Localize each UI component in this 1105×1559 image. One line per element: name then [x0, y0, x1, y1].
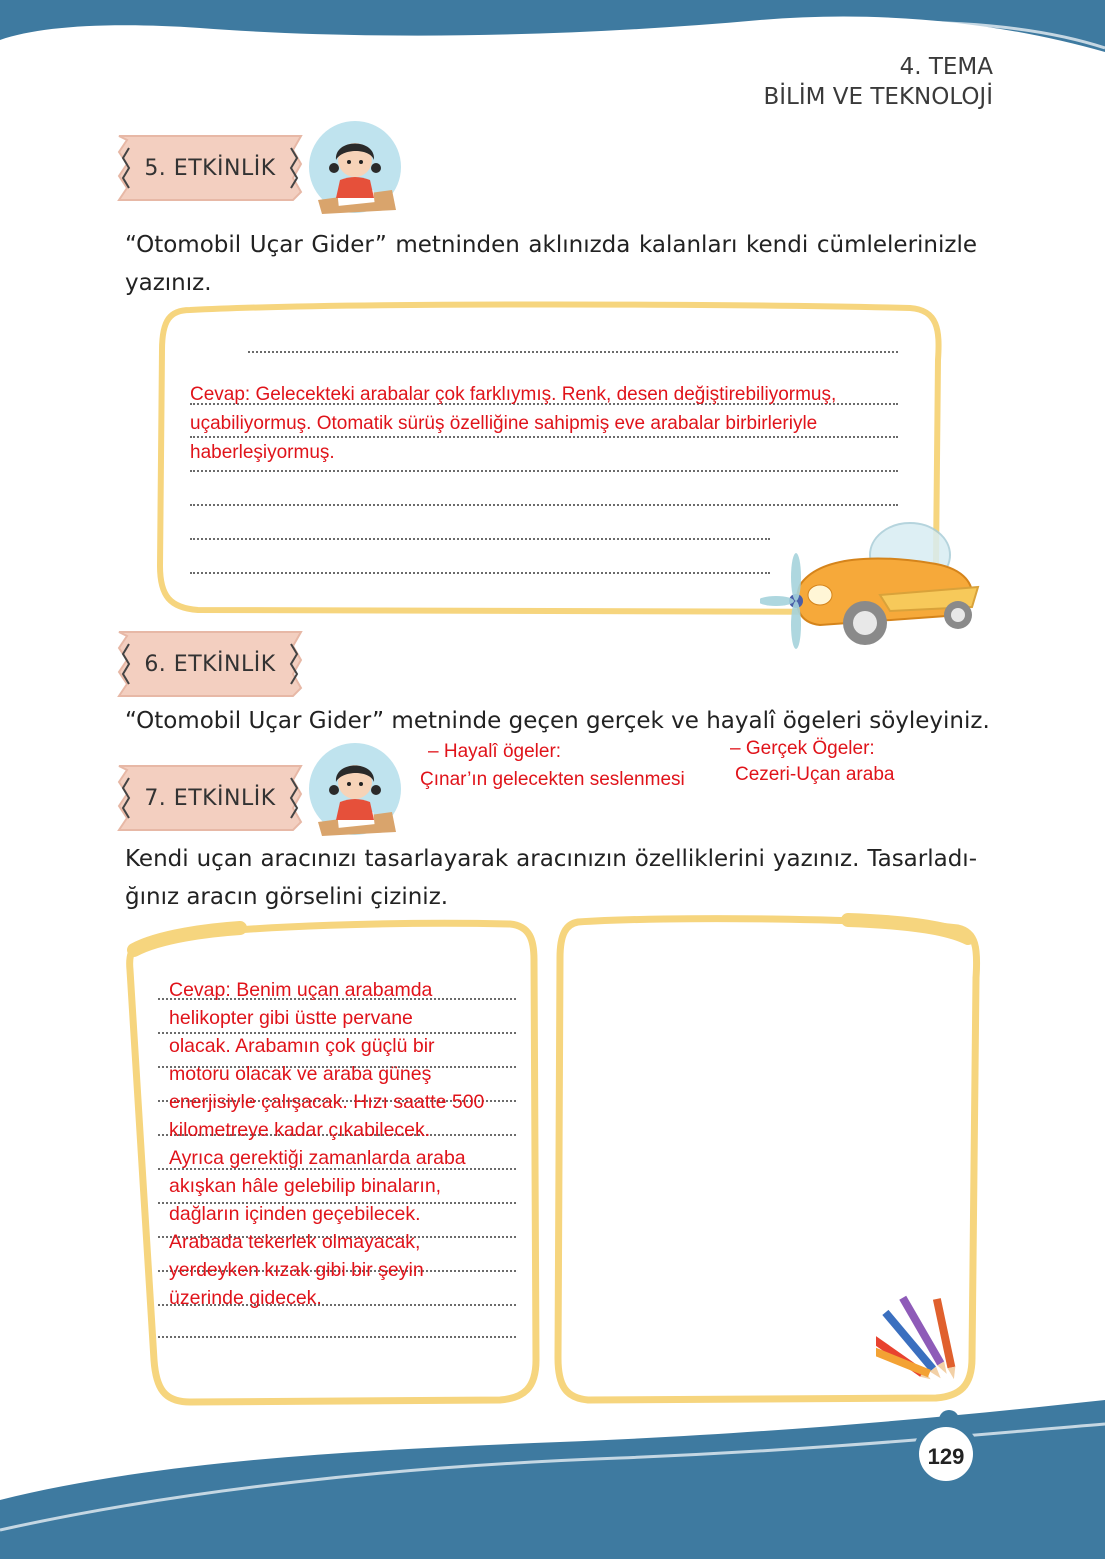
imaginary-elements-answer: [420, 738, 685, 794]
theme-name: BİLİM VE TEKNOLOJİ: [763, 84, 993, 110]
real-heading: – Gerçek Ögeler:: [730, 738, 875, 759]
activity-7-tag: [115, 762, 305, 834]
answer-text-line: dağların içinden geçebilecek.: [169, 1203, 421, 1225]
activity-7-instruction: Kendi uçan aracınızı tasarlayarak aracınızın özelliklerini yazınız. Tasarladı- ğınız aracın görselini çiziniz.: [125, 846, 977, 910]
answer-line: [190, 504, 898, 506]
theme-number: 4. TEMA: [899, 54, 993, 80]
answer-line: [158, 1336, 516, 1338]
activity-5-tag: [115, 132, 305, 204]
answer-text-line: üzerinde gidecek.: [169, 1287, 322, 1309]
answer-text-line: yerdeyken kızak gibi bir şeyin: [169, 1259, 424, 1281]
answer-text-line: kilometreye kadar çıkabilecek.: [169, 1119, 431, 1141]
answer-text-line: Cevap: Benim uçan arabamda: [169, 979, 433, 1001]
girl-writing-avatar: [308, 120, 402, 214]
answer-line: [248, 351, 898, 353]
answer-text-line: akışkan hâle gelebilip binaların,: [169, 1175, 442, 1197]
page-number: 129: [927, 1444, 965, 1469]
answer-text-line: helikopter gibi üstte pervane: [169, 1007, 413, 1029]
answer-text-line: Cevap: Gelecekteki arabalar çok farklıymış. Renk, desen değiştirebiliyormuş,: [190, 384, 837, 405]
answer-line: [190, 470, 898, 472]
theme-header: [763, 52, 993, 112]
flying-car-illustration: [760, 515, 985, 655]
answer-line: [190, 572, 770, 574]
imaginary-heading: – Hayalî ögeler:: [428, 741, 562, 762]
colored-pencils-illustration: [876, 1292, 968, 1392]
answer-text-line: enerjisiyle çalışacak. Hızı saatte 500: [169, 1091, 485, 1113]
activity-5-instruction: “Otomobil Uçar Gider” metninden aklınızda kalanları kendi cümlelerinizle yazınız.: [125, 232, 977, 296]
activity-5-answer: [190, 380, 910, 467]
answer-text-line: Ayrıca gerektiği zamanlarda araba: [169, 1147, 466, 1169]
answer-text-line: Arabada tekerlek olmayacak,: [169, 1231, 421, 1253]
answer-text-line: motoru olacak ve araba güneş: [169, 1063, 432, 1085]
answer-text-line: uçabiliyormuş. Otomatik sürüş özelliğine sahipmiş eve arabalar birbirleriyle: [190, 413, 818, 434]
activity-6-label: 6. ETKİNLİK: [144, 651, 276, 677]
real-elements-answer: [730, 736, 894, 788]
activity-7-answer: [169, 976, 514, 1312]
real-item: Cezeri-Uçan araba: [735, 764, 895, 785]
imaginary-item: Çınar’ın gelecekten seslenmesi: [420, 769, 685, 790]
activity-6-instruction: “Otomobil Uçar Gider” metninde geçen gerçek ve hayalî ögeleri söyleyiniz.: [125, 708, 990, 734]
activity-6-tag: [115, 628, 305, 700]
activity-7-label: 7. ETKİNLİK: [144, 785, 276, 811]
activity-5-label: 5. ETKİNLİK: [144, 155, 276, 181]
girl-writing-avatar: [308, 742, 402, 836]
answer-text-line: olacak. Arabamın çok güçlü bir: [169, 1035, 435, 1057]
answer-line: [190, 538, 770, 540]
answer-text-line: haberleşiyormuş.: [190, 442, 335, 463]
